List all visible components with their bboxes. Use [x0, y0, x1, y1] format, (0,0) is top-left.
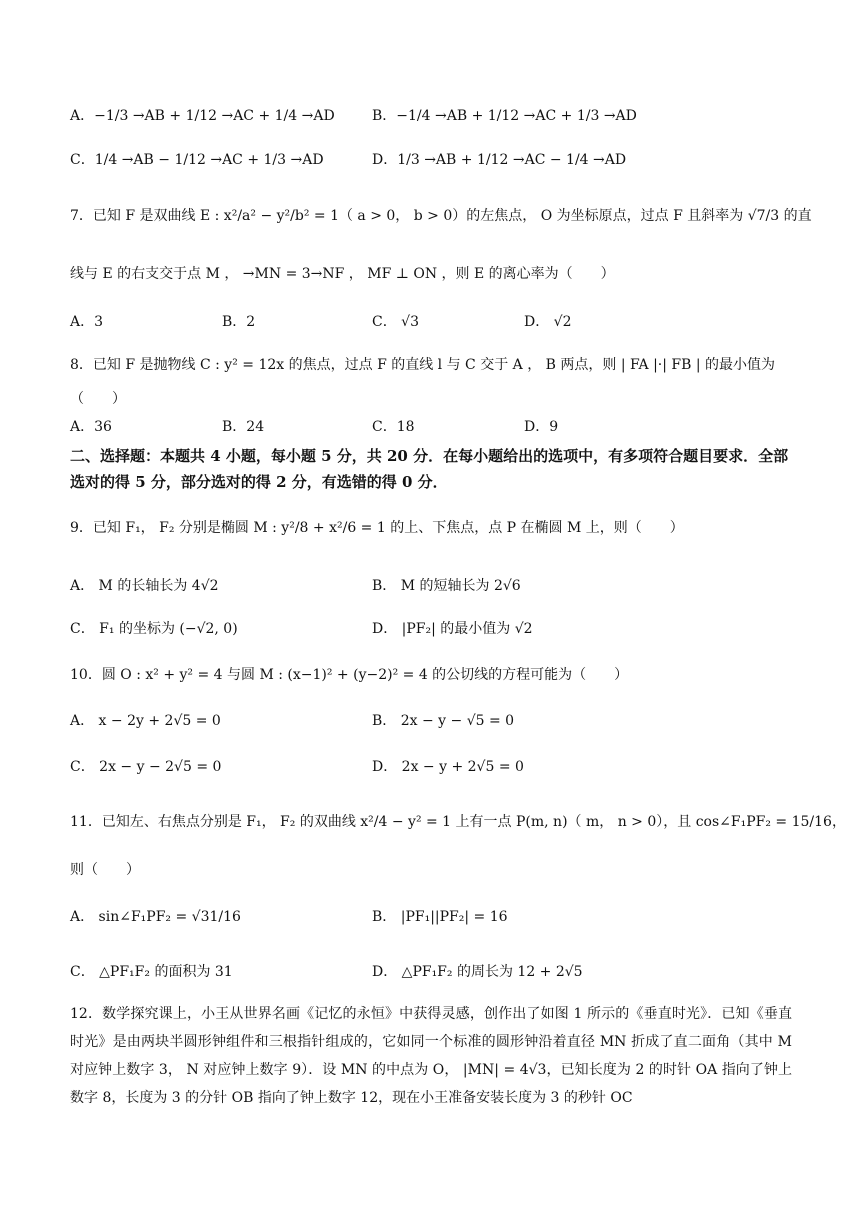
q9-option-a: A． M 的长轴长为 4√2	[70, 578, 219, 594]
q11-option-a: A． sin∠F₁PF₂ = √31/16	[70, 909, 241, 925]
q7-option-b: B．2	[222, 314, 256, 330]
q7-option-d: D． √2	[524, 314, 572, 330]
q7-stem-line-1: 7．已知 F 是双曲线 E : x²/a² − y²/b² = 1（ a > 0， b > 0）的左焦点， O 为坐标原点，过点 F 且斜率为 √7/3 的直	[70, 208, 812, 224]
q10-option-c: C． 2x − y − 2√5 = 0	[70, 759, 222, 775]
section-2-heading: 二、选择题：本题共 4 小题，每小题 5 分，共 20 分．在每小题给出的选项中，有多项符合题目要求．全部选对的得 5 分，部分选对的得 2 分，有选错的得 0 分．	[70, 447, 789, 491]
q11-option-c: C． △PF₁F₂ 的面积为 31	[70, 964, 233, 980]
q10-stem: 10．圆 O : x² + y² = 4 与圆 M : (x−1)² + (y−2)² = 4 的公切线的方程可能为（ ）	[70, 667, 629, 683]
q8-option-c: C．18	[372, 419, 415, 435]
q6-option-d: D．1/3 →AB + 1/12 →AC − 1/4 →AD	[372, 152, 627, 168]
q11-option-b: B． |PF₁||PF₂| = 16	[372, 909, 508, 925]
q7-option-a: A．3	[70, 314, 104, 330]
q8-stem-line-1: 8．已知 F 是抛物线 C : y² = 12x 的焦点，过点 F 的直线 l 与 C 交于 A ， B 两点，则 | FA |·| FB | 的最小值为	[70, 357, 776, 373]
q8-stem-line-2: （ ）	[70, 391, 126, 407]
q6-option-a: A．−1/3 →AB + 1/12 →AC + 1/4 →AD	[70, 108, 335, 124]
q10-option-d: D． 2x − y + 2√5 = 0	[372, 759, 524, 775]
q6-option-b: B．−1/4 →AB + 1/12 →AC + 1/3 →AD	[372, 108, 637, 124]
q9-stem: 9．已知 F₁， F₂ 分别是椭圆 M : y²/8 + x²/6 = 1 的上、下焦点，点 P 在椭圆 M 上，则（ ）	[70, 520, 684, 536]
q11-stem-line-1: 11．已知左、右焦点分别是 F₁， F₂ 的双曲线 x²/4 − y² = 1 上有一点 P(m, n)（ m， n > 0），且 cos∠F₁PF₂ = 15/16，	[70, 814, 846, 830]
q11-stem-line-2: 则（ ）	[70, 862, 140, 878]
q8-option-a: A．36	[70, 419, 112, 435]
q7-option-c: C． √3	[372, 314, 419, 330]
q7-stem-line-2: 线与 E 的右支交于点 M ， →MN = 3→NF ， MF ⊥ ON ，则 E 的离心率为（ ）	[70, 266, 615, 282]
q6-option-c: C．1/4 →AB − 1/12 →AC + 1/3 →AD	[70, 152, 324, 168]
q9-option-d: D． |PF₂| 的最小值为 √2	[372, 621, 533, 637]
q10-option-a: A． x − 2y + 2√5 = 0	[70, 713, 221, 729]
q9-option-b: B． M 的短轴长为 2√6	[372, 578, 521, 594]
q9-option-c: C． F₁ 的坐标为 (−√2, 0)	[70, 621, 238, 637]
q10-option-b: B． 2x − y − √5 = 0	[372, 713, 515, 729]
q11-option-d: D． △PF₁F₂ 的周长为 12 + 2√5	[372, 964, 583, 980]
q8-option-b: B．24	[222, 419, 265, 435]
q12-paragraph: 12．数学探究课上，小王从世界名画《记忆的永恒》中获得灵感，创作出了如图 1 所示的《垂直时光》．已知《垂直时光》是由两块半圆形钟组件和三根指针组成的，它如同一个标准的圆形钟沿着直径 MN 折成了直二面角（其中 M 对应钟上数字 3， N 对应钟上数字 9）．设 MN 的中点为 O， |MN| = 4√3，已知长度为 2 的时针 OA 指向了钟上数字 8，长度为 3 的分针 OB 指向了钟上数字 12，现在小王准备安装长度为 3 的秒针 OC	[70, 1006, 792, 1106]
q8-option-d: D．9	[524, 419, 559, 435]
